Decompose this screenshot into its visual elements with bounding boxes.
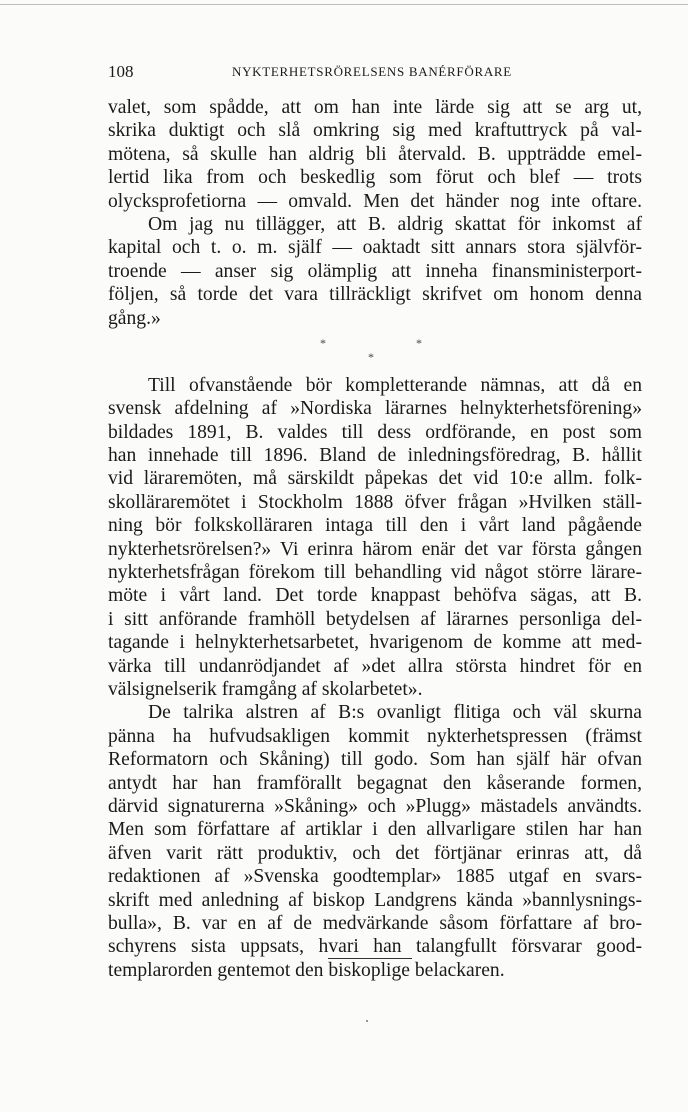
text-line: bulla», B. var en af de medvärkande såsom författare af bro- (108, 912, 642, 934)
text-line: redaktionen af »Svenska goodtemplar» 1885 utgaf en svars- (108, 866, 642, 888)
text-line: i sitt anförande framhöll betydelsen af lärarnes personliga del- (108, 608, 642, 630)
text-line: templarorden gentemot den biskoplige belackaren. (108, 959, 505, 981)
text-line: antydt har han framförallt begagnat den kåserande formen, (108, 772, 642, 794)
running-head: NYKTERHETSRÖRELSENS BANÉRFÖRARE (232, 64, 512, 79)
text-line: olycksprofetiorna — omvald. Men det händer nog inte oftare. (108, 190, 642, 212)
page-header (108, 62, 642, 86)
text-line: De talrika alstren af B:s ovanligt flitiga och väl skurna (148, 702, 642, 724)
text-line: värka till undanrödjandet af »det allra största hindret för en (108, 655, 642, 677)
paragraph-2 (108, 213, 642, 330)
text-line: lertid lika from och beskedlig som förut och blef — trots (108, 167, 642, 189)
text-line: vid läraremöten, må särskildt påpekas det vid 10:e allm. folk- (108, 468, 642, 490)
text-line: pänna ha hufvudsakligen kommit nykterhetspressen (främst (108, 725, 642, 747)
text-line: svensk afdelning af »Nordiska lärarnes helnykterhetsförening» (108, 398, 642, 420)
text-line: kapital och t. o. m. själf — oaktadt sitt annars stora självför- (108, 237, 642, 259)
text-line: troende — anser sig olämplig att inneha finansministerport- (108, 260, 642, 282)
body-text (108, 96, 642, 982)
text-line: Men som författare af artiklar i den allvarligare stilen har han (108, 819, 642, 841)
paragraph-4 (108, 701, 642, 982)
text-line: möte i vårt land. Det torde knappast behöfva sägas, att B. (108, 585, 642, 607)
text-line: nykterhetsfrågan förekom till behandling vid något större lärare- (108, 562, 642, 584)
text-line: Till ofvanstående bör kompletterande nämnas, att då en (148, 374, 642, 396)
text-line: Om jag nu tillägger, att B. aldrig skattat för inkomst af (148, 213, 642, 235)
text-line: skolläraremötet i Stockholm 1888 öfver frågan »Hvilken ställ- (108, 491, 642, 513)
separator-star: * (368, 349, 374, 364)
separator-star: * (416, 335, 422, 350)
text-line: han innehade till 1896. Bland de inledningsföredrag, B. hållit (108, 445, 642, 467)
text-line: bildades 1891, B. valdes till dess ordförande, en post som (108, 421, 642, 443)
text-line: Reformatorn och Skåning) till godo. Som han själf här ofvan (108, 749, 642, 771)
text-line: nykterhetsrörelsen?» Vi erinra härom enär det var första gången (108, 538, 642, 560)
text-line: schyrens sista uppsats, hvari han talangfullt försvarar good- (108, 936, 642, 958)
text-line: följen, så torde det vara tillräckligt skrifvet om honom denna (108, 284, 642, 306)
text-line: valet, som spådde, att om han inte lärde sig att se arg ut, (108, 97, 642, 118)
text-line: gång.» (108, 307, 161, 329)
page-number: 108 (108, 62, 134, 81)
text-line: tagande i helnykterhetsarbetet, hvarigenom de komme att med- (108, 632, 642, 654)
asterism-separator (108, 330, 642, 374)
separator-star: * (320, 335, 326, 350)
text-line: skrift med anledning af biskop Landgrens kända »bannlysnings- (108, 889, 642, 911)
section-end-rule (328, 958, 412, 959)
text-line: äfven varit rätt produktiv, och det förtjänar erinras att, då (108, 842, 642, 864)
text-line: ning bör folkskolläraren intaga till den i vårt land pågående (108, 515, 642, 537)
paragraph-3 (108, 374, 642, 701)
text-line: skrika duktigt och slå omkring sig med kraftuttryck på val- (108, 120, 642, 142)
paragraph-1 (108, 96, 642, 213)
text-line: välsignelserik framgång af skolarbetet». (108, 678, 423, 700)
page-top-edge (0, 4, 688, 5)
text-line: därvid signaturerna »Skåning» och »Plugg» mästadels användts. (108, 795, 642, 817)
paper-speck (366, 1020, 368, 1022)
text-line: mötena, så skulle han aldrig bli återvald. B. uppträdde emel- (108, 143, 642, 165)
